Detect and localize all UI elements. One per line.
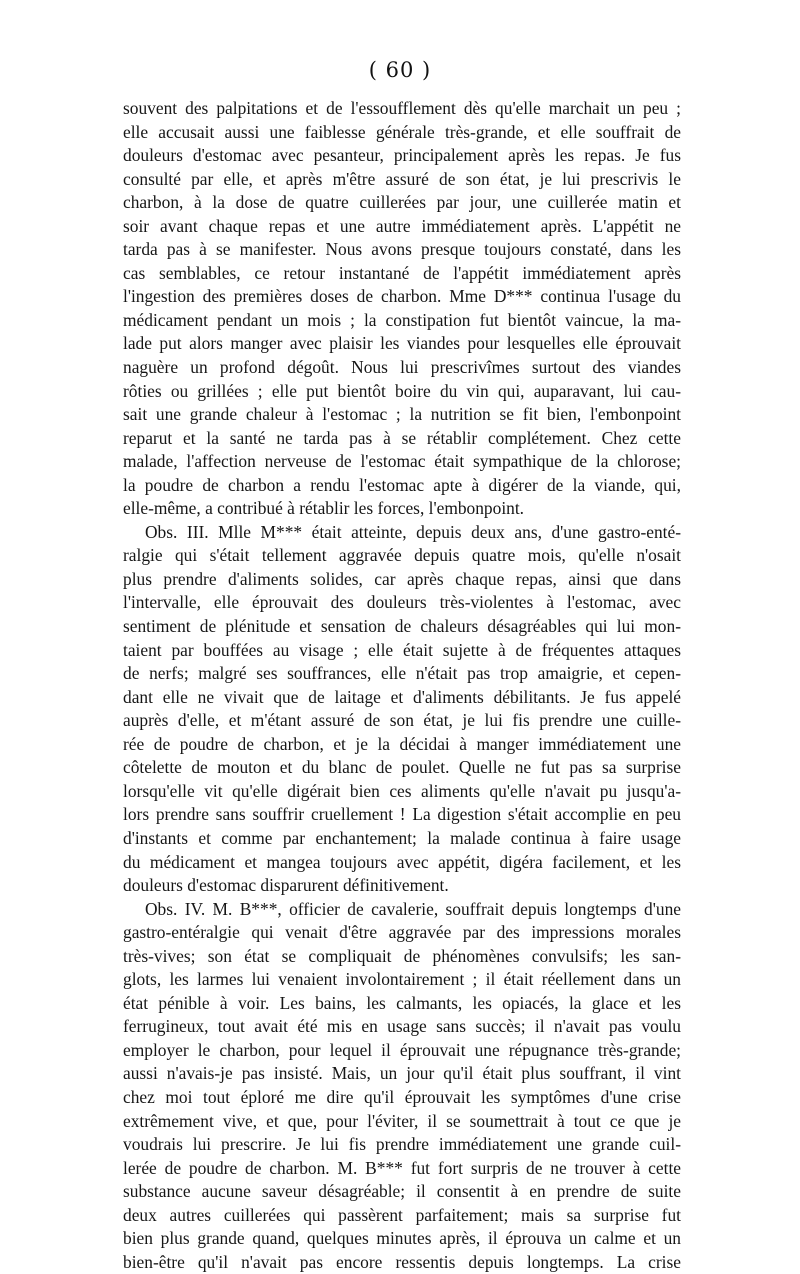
text-line: employer le charbon, pour lequel il éprouvait une répugnance très-grande;: [123, 1039, 681, 1060]
text-line: l'intervalle, elle éprouvait des douleurs très-violentes à l'estomac, avec: [123, 592, 681, 613]
text-line: la poudre de charbon a rendu l'estomac apte à digérer de la viande, qui,: [123, 474, 681, 495]
text-line: extrêmement vive, et que, pour l'éviter, il se soumettrait à tout ce que je: [123, 1110, 681, 1131]
text-line: médicament pendant un mois ; la constipation fut bientôt vaincue, la ma-: [123, 309, 681, 330]
text-line: d'instants et comme par enchantement; la malade continua à faire usage: [123, 827, 681, 848]
text-line: rôties ou grillées ; elle put bientôt boire du vin qui, auparavant, lui cau-: [123, 380, 681, 401]
text-line: bien plus grande quand, quelques minutes après, il éprouva un calme et un: [123, 1228, 681, 1249]
text-line: sentiment de plénitude et sensation de chaleurs désagréables qui lui mon-: [123, 616, 681, 637]
text-line: sait une grande chaleur à l'estomac ; la nutrition se fit bien, l'embonpoint: [123, 404, 681, 425]
text-line: souvent des palpitations et de l'essoufflement dès qu'elle marchait un peu ;: [123, 98, 681, 118]
text-line: deux autres cuillerées qui passèrent parfaitement; mais sa surprise fut: [123, 1204, 681, 1225]
text-line: elle accusait aussi une faiblesse générale très-grande, et elle souffrait de: [123, 121, 681, 142]
text-line: dant elle ne vivait que de laitage et d'aliments débilitants. Je fus appelé: [123, 686, 681, 707]
text-line: douleurs d'estomac disparurent définitivement.: [123, 875, 449, 896]
text-line: gastro-entéralgie qui venait d'être aggravée par des impressions morales: [123, 922, 681, 943]
text-line: aussi n'avais-je pas insisté. Mais, un jour qu'il était plus souffrant, il vint: [123, 1063, 681, 1084]
text-line: reparut et la santé ne tarda pas à se rétablir complétement. Chez cette: [123, 427, 681, 448]
text-line: douleurs d'estomac avec pesanteur, principalement après les repas. Je fus: [123, 145, 681, 166]
text-line: naguère un profond dégoût. Nous lui prescrivîmes surtout des viandes: [123, 357, 681, 378]
text-line: très-vives; son état se compliquait de phénomènes convulsifs; les san-: [123, 945, 681, 966]
page-number: ( 60 ): [368, 58, 432, 82]
text-line: lerée de poudre de charbon. M. B*** fut fort surpris de ne trouver à cette: [123, 1157, 681, 1178]
text-line: tarda pas à se manifester. Nous avons presque toujours constaté, dans les: [123, 239, 681, 260]
text-line: malade, l'affection nerveuse de l'estomac était sympathique de la chlorose;: [123, 451, 681, 472]
text-line: substance aucune saveur désagréable; il consentit à en prendre de suite: [123, 1181, 681, 1202]
text-line: lorsqu'elle vit qu'elle digérait bien ces aliments qu'elle n'avait pu jusqu'a-: [123, 780, 681, 801]
text-line: lors prendre sans souffrir cruellement ! La digestion s'était accomplie en peu: [123, 804, 681, 825]
text-line: glots, les larmes lui venaient involontairement ; il était réellement dans un: [123, 969, 681, 990]
text-line: Obs. IV. M. B***, officier de cavalerie, souffrait depuis longtemps d'une: [145, 898, 681, 919]
text-line: voudrais lui prescrire. Je lui fis prendre immédiatement une grande cuil-: [123, 1134, 681, 1155]
text-line: du médicament et mangea toujours avec appétit, digéra facilement, et les: [123, 851, 681, 872]
text-line: chez moi tout éploré me dire qu'il éprouvait les symptômes d'une crise: [123, 1086, 681, 1107]
text-line: bien-être qu'il n'avait pas encore ressentis depuis longtemps. La crise: [123, 1251, 681, 1272]
text-line: côtelette de mouton et du blanc de poulet. Quelle ne fut pas sa surprise: [123, 757, 681, 778]
text-line: elle-même, a contribué à rétablir les forces, l'embonpoint.: [123, 498, 525, 519]
body-text: [123, 97, 681, 1274]
text-line: rée de poudre de charbon, et je la décidai à manger immédiatement une: [123, 733, 681, 754]
text-line: de nerfs; malgré ses souffrances, elle n'était pas trop amaigrie, et cepen-: [123, 663, 681, 684]
text-line: charbon, à la dose de quatre cuillerées par jour, une cuillerée matin et: [123, 192, 681, 213]
text-line: lade put alors manger avec plaisir les viandes pour lesquelles elle éprouvait: [123, 333, 681, 354]
text-line: taient par bouffées au visage ; elle était sujette à de fréquentes attaques: [123, 639, 681, 660]
text-line: cas semblables, ce retour instantané de l'appétit immédiatement après: [123, 262, 681, 283]
text-line: ralgie qui s'était tellement aggravée depuis quatre mois, qu'elle n'osait: [123, 545, 681, 566]
text-line: Obs. III. Mlle M*** était atteinte, depuis deux ans, d'une gastro-enté-: [145, 521, 681, 542]
text-line: consulté par elle, et après m'être assuré de son état, je lui prescrivis le: [123, 168, 681, 189]
text-line: ferrugineux, tout avait été mis en usage sans succès; il n'avait pas voulu: [123, 1016, 681, 1037]
text-line: état pénible à voir. Les bains, les calmants, les opiacés, la glace et les: [123, 992, 681, 1013]
text-line: auprès d'elle, et m'étant assuré de son état, je lui fis prendre une cuille-: [123, 710, 681, 731]
text-line: plus prendre d'aliments solides, car après chaque repas, ainsi que dans: [123, 568, 681, 589]
text-line: soir avant chaque repas et une autre immédiatement après. L'appétit ne: [123, 215, 681, 236]
text-line: l'ingestion des premières doses de charbon. Mme D*** continua l'usage du: [123, 286, 681, 307]
